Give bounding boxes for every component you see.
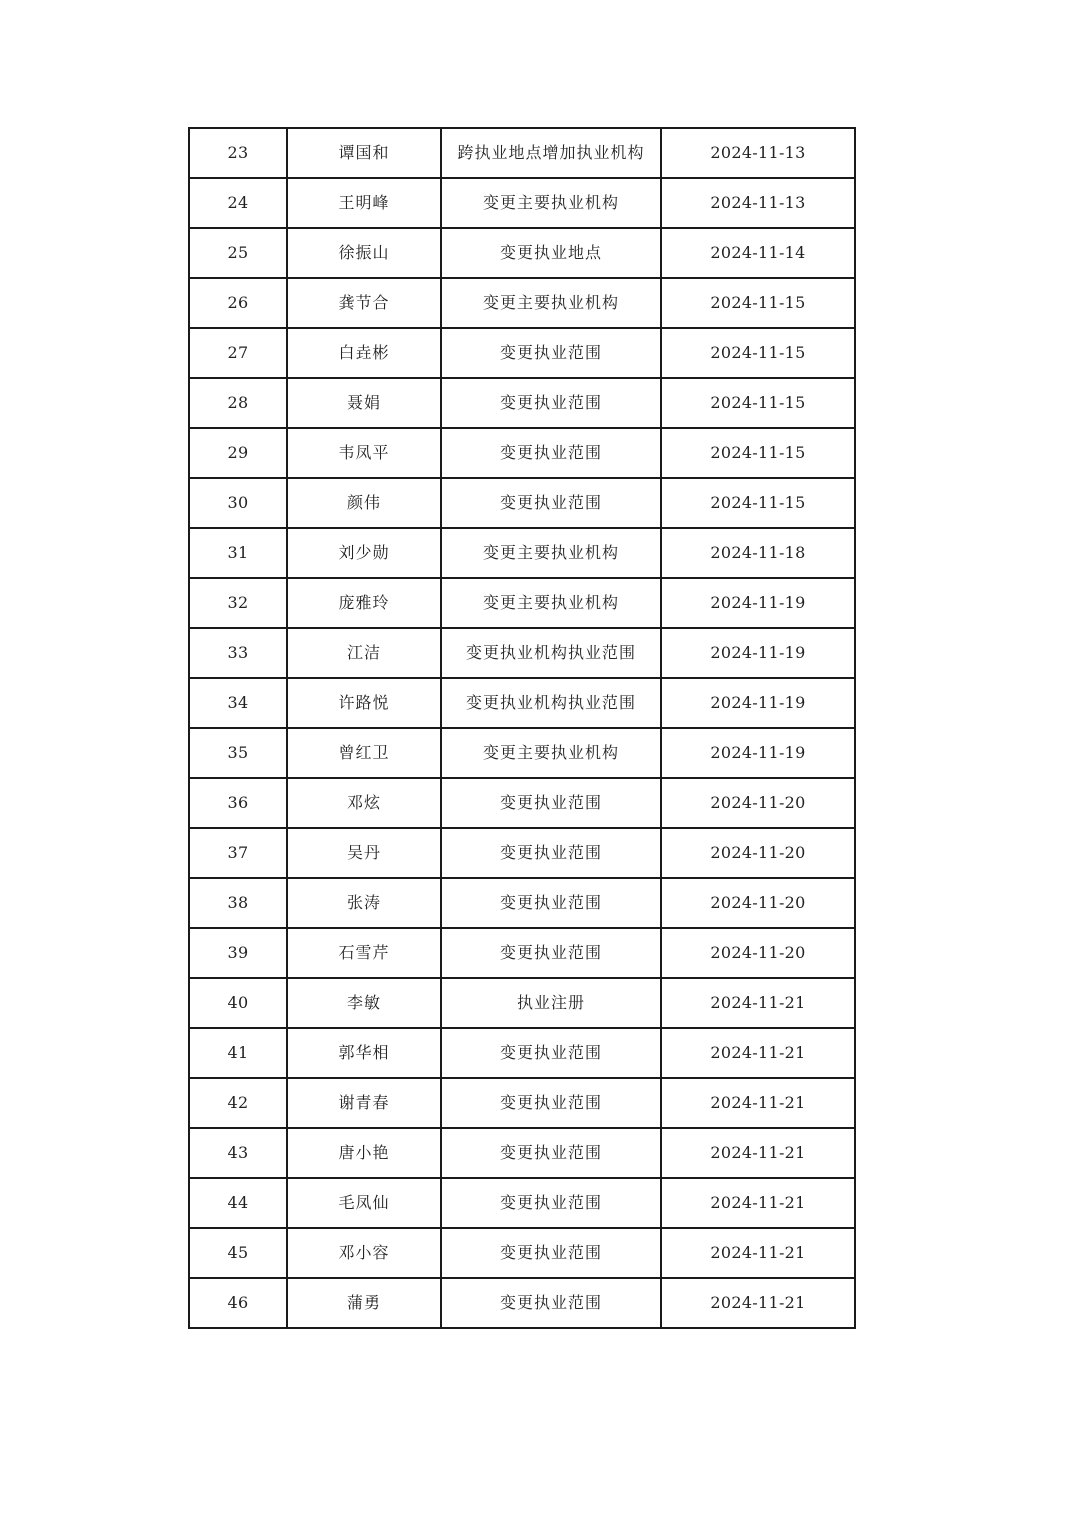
date-cell: 2024-11-15 (661, 328, 855, 378)
change-type-cell: 变更执业范围 (441, 1028, 661, 1078)
table-row (189, 778, 855, 828)
person-name-cell: 郭华相 (287, 1028, 441, 1078)
row-number-cell: 33 (189, 628, 287, 678)
row-number-cell: 26 (189, 278, 287, 328)
person-name-cell: 庞雅玲 (287, 578, 441, 628)
person-name-cell: 石雪芹 (287, 928, 441, 978)
table-row (189, 228, 855, 278)
row-number-cell: 38 (189, 878, 287, 928)
table-row (189, 178, 855, 228)
date-cell: 2024-11-15 (661, 378, 855, 428)
person-name-cell: 聂娟 (287, 378, 441, 428)
table-body (189, 128, 855, 1328)
date-cell: 2024-11-15 (661, 478, 855, 528)
table-row (189, 1128, 855, 1178)
date-cell: 2024-11-13 (661, 128, 855, 178)
person-name-cell: 刘少勋 (287, 528, 441, 578)
change-type-cell: 变更执业范围 (441, 828, 661, 878)
person-name-cell: 曾红卫 (287, 728, 441, 778)
date-cell: 2024-11-21 (661, 1178, 855, 1228)
person-name-cell: 张涛 (287, 878, 441, 928)
date-cell: 2024-11-21 (661, 1128, 855, 1178)
row-number-cell: 27 (189, 328, 287, 378)
change-type-cell: 变更执业机构执业范围 (441, 678, 661, 728)
row-number-cell: 31 (189, 528, 287, 578)
person-name-cell: 许路悦 (287, 678, 441, 728)
change-type-cell: 变更执业范围 (441, 1078, 661, 1128)
change-type-cell: 变更执业范围 (441, 1228, 661, 1278)
table-row (189, 878, 855, 928)
change-type-cell: 变更执业范围 (441, 928, 661, 978)
date-cell: 2024-11-15 (661, 278, 855, 328)
row-number-cell: 43 (189, 1128, 287, 1178)
person-name-cell: 蒲勇 (287, 1278, 441, 1328)
table-row (189, 528, 855, 578)
change-type-cell: 变更执业范围 (441, 1278, 661, 1328)
person-name-cell: 唐小艳 (287, 1128, 441, 1178)
registration-table (188, 127, 856, 1329)
row-number-cell: 36 (189, 778, 287, 828)
person-name-cell: 颜伟 (287, 478, 441, 528)
row-number-cell: 28 (189, 378, 287, 428)
row-number-cell: 32 (189, 578, 287, 628)
date-cell: 2024-11-20 (661, 878, 855, 928)
date-cell: 2024-11-15 (661, 428, 855, 478)
table-row (189, 928, 855, 978)
row-number-cell: 42 (189, 1078, 287, 1128)
person-name-cell: 毛凤仙 (287, 1178, 441, 1228)
change-type-cell: 变更执业地点 (441, 228, 661, 278)
date-cell: 2024-11-19 (661, 678, 855, 728)
change-type-cell: 变更执业范围 (441, 1178, 661, 1228)
date-cell: 2024-11-20 (661, 928, 855, 978)
change-type-cell: 跨执业地点增加执业机构 (441, 128, 661, 178)
table-row (189, 128, 855, 178)
person-name-cell: 吴丹 (287, 828, 441, 878)
date-cell: 2024-11-21 (661, 1078, 855, 1128)
change-type-cell: 变更执业范围 (441, 878, 661, 928)
table-row (189, 628, 855, 678)
table-row (189, 1028, 855, 1078)
row-number-cell: 34 (189, 678, 287, 728)
table-row (189, 1278, 855, 1328)
date-cell: 2024-11-21 (661, 1228, 855, 1278)
change-type-cell: 变更执业范围 (441, 1128, 661, 1178)
table-row (189, 728, 855, 778)
row-number-cell: 25 (189, 228, 287, 278)
date-cell: 2024-11-19 (661, 628, 855, 678)
change-type-cell: 变更主要执业机构 (441, 528, 661, 578)
person-name-cell: 王明峰 (287, 178, 441, 228)
person-name-cell: 白垚彬 (287, 328, 441, 378)
row-number-cell: 29 (189, 428, 287, 478)
change-type-cell: 变更执业范围 (441, 778, 661, 828)
row-number-cell: 23 (189, 128, 287, 178)
table-row (189, 278, 855, 328)
table-row (189, 828, 855, 878)
date-cell: 2024-11-19 (661, 728, 855, 778)
table-row (189, 578, 855, 628)
change-type-cell: 变更执业范围 (441, 378, 661, 428)
change-type-cell: 变更执业范围 (441, 328, 661, 378)
row-number-cell: 37 (189, 828, 287, 878)
person-name-cell: 韦凤平 (287, 428, 441, 478)
row-number-cell: 46 (189, 1278, 287, 1328)
change-type-cell: 执业注册 (441, 978, 661, 1028)
person-name-cell: 李敏 (287, 978, 441, 1028)
date-cell: 2024-11-14 (661, 228, 855, 278)
change-type-cell: 变更执业机构执业范围 (441, 628, 661, 678)
person-name-cell: 谢青春 (287, 1078, 441, 1128)
change-type-cell: 变更主要执业机构 (441, 578, 661, 628)
date-cell: 2024-11-21 (661, 1278, 855, 1328)
table-row (189, 678, 855, 728)
date-cell: 2024-11-21 (661, 978, 855, 1028)
change-type-cell: 变更执业范围 (441, 428, 661, 478)
person-name-cell: 谭国和 (287, 128, 441, 178)
change-type-cell: 变更执业范围 (441, 478, 661, 528)
person-name-cell: 邓炫 (287, 778, 441, 828)
person-name-cell: 邓小容 (287, 1228, 441, 1278)
table-row (189, 1178, 855, 1228)
table-row (189, 978, 855, 1028)
row-number-cell: 41 (189, 1028, 287, 1078)
table-row (189, 428, 855, 478)
date-cell: 2024-11-21 (661, 1028, 855, 1078)
row-number-cell: 39 (189, 928, 287, 978)
row-number-cell: 35 (189, 728, 287, 778)
row-number-cell: 40 (189, 978, 287, 1028)
date-cell: 2024-11-19 (661, 578, 855, 628)
person-name-cell: 龚节合 (287, 278, 441, 328)
change-type-cell: 变更主要执业机构 (441, 728, 661, 778)
change-type-cell: 变更主要执业机构 (441, 178, 661, 228)
date-cell: 2024-11-20 (661, 828, 855, 878)
person-name-cell: 徐振山 (287, 228, 441, 278)
table-row (189, 1078, 855, 1128)
table-row (189, 378, 855, 428)
date-cell: 2024-11-13 (661, 178, 855, 228)
row-number-cell: 24 (189, 178, 287, 228)
row-number-cell: 44 (189, 1178, 287, 1228)
row-number-cell: 30 (189, 478, 287, 528)
date-cell: 2024-11-20 (661, 778, 855, 828)
table-row (189, 1228, 855, 1278)
row-number-cell: 45 (189, 1228, 287, 1278)
table-row (189, 328, 855, 378)
date-cell: 2024-11-18 (661, 528, 855, 578)
person-name-cell: 江洁 (287, 628, 441, 678)
table-row (189, 478, 855, 528)
change-type-cell: 变更主要执业机构 (441, 278, 661, 328)
